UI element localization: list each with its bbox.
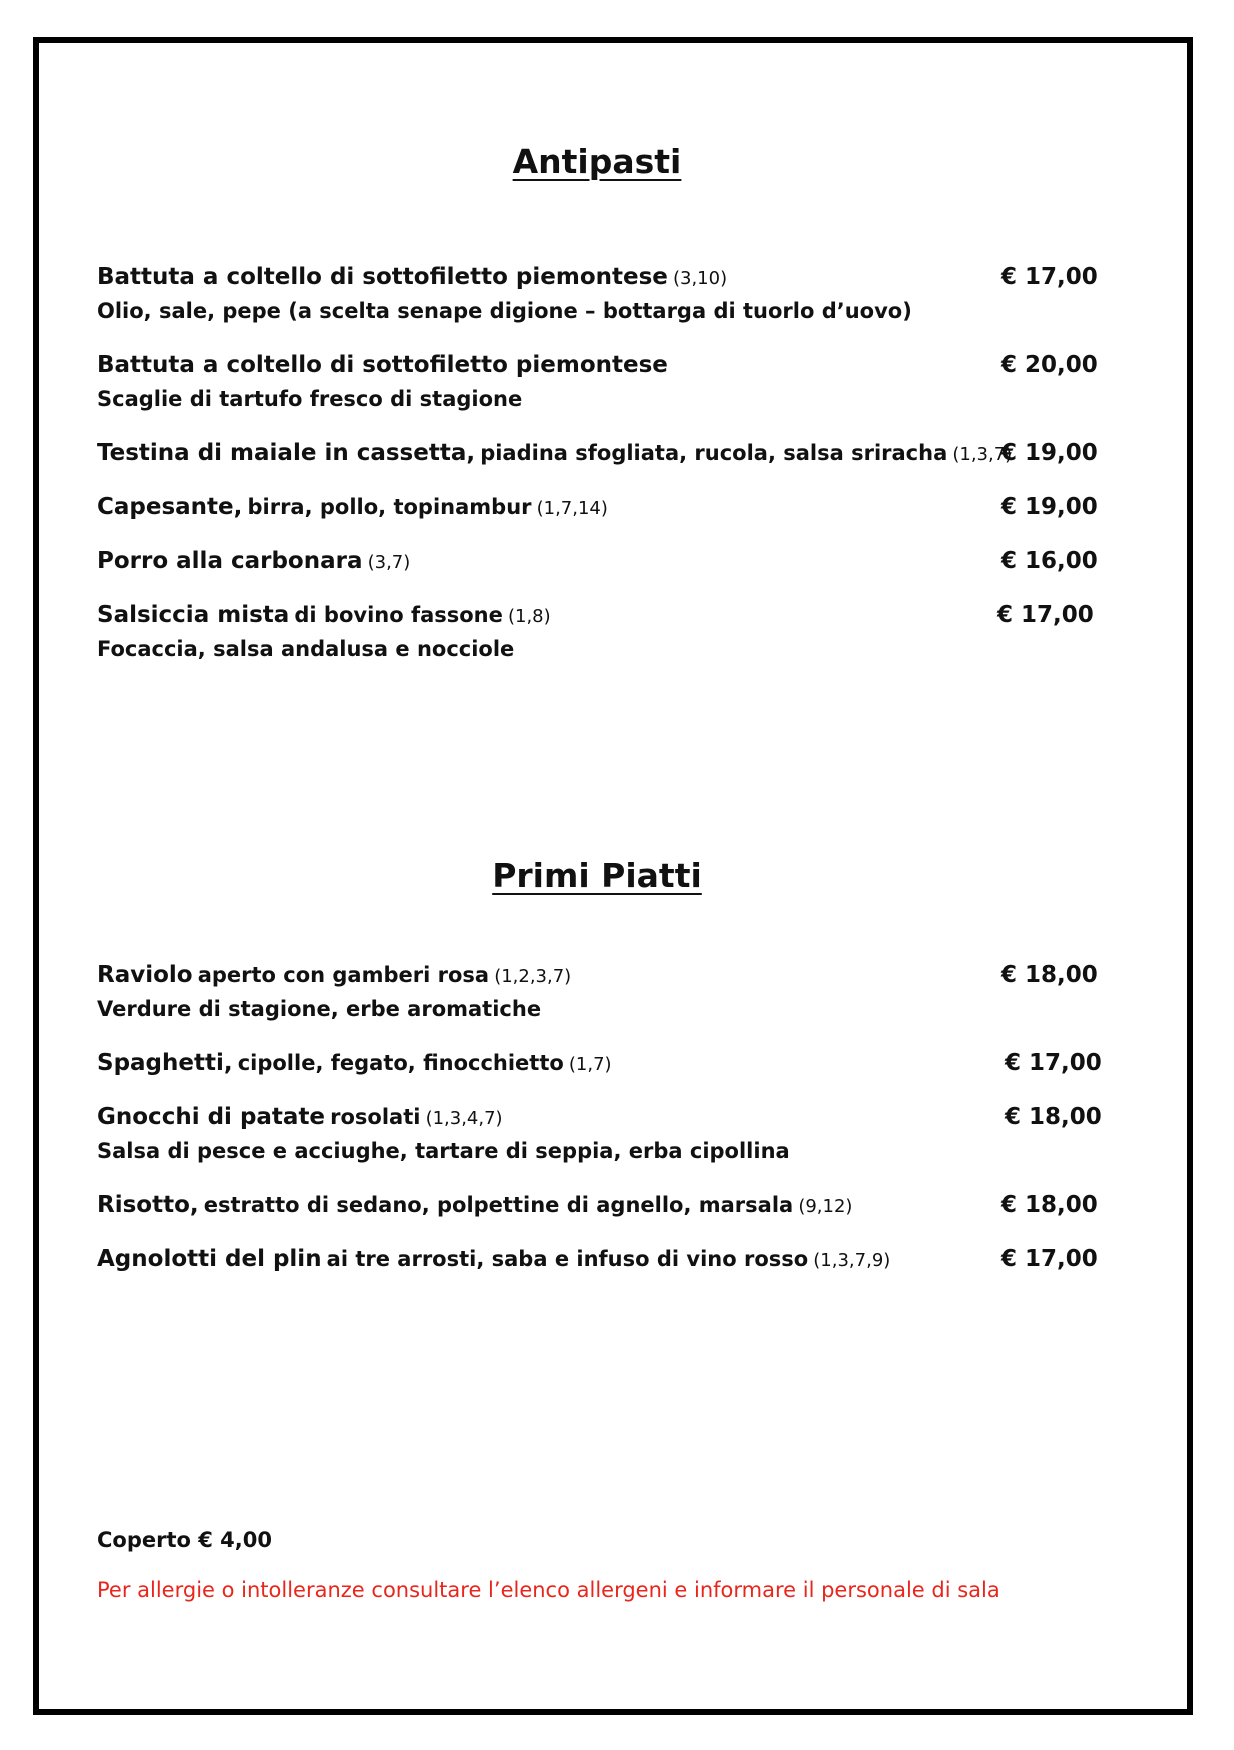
item-detail: piadina sfogliata, rucola, salsa sriracha [480,441,948,465]
item-description: Verdure di stagione, erbe aromatiche [97,997,542,1021]
item-allergens: (1,3,7) [952,444,1013,465]
menu-item [97,1242,1097,1276]
item-detail: estratto di sedano, polpettine di agnello, marsala [203,1193,794,1217]
item-description: Salsa di pesce e acciughe, tartare di seppia, erba cipollina [97,1139,790,1163]
item-detail: cipolle, fegato, finocchietto [237,1051,564,1075]
item-name: Testina di maiale in cassetta, [97,440,476,466]
item-detail: ai tre arrosti, saba e infuso di vino rosso [326,1247,809,1271]
menu-item [97,544,1097,578]
item-detail: aperto con gamberi rosa [197,963,490,987]
allergy-note: Per allergie o intolleranze consultare l’elenco allergeni e informare il personale di sala [97,1578,1000,1602]
item-detail: birra, pollo, topinambur [247,495,532,519]
item-name: Agnolotti del plin [97,1246,322,1272]
menu-item [97,958,1097,1026]
item-allergens: (1,7,14) [536,498,608,519]
menu-item [97,598,1097,666]
item-allergens: (1,2,3,7) [494,966,572,987]
menu-item [97,490,1097,524]
item-allergens: (9,12) [798,1196,853,1217]
item-name: Battuta a coltello di sottofiletto piemontese [97,352,668,378]
item-price: € 17,00 [997,602,1094,628]
item-description: Focaccia, salsa andalusa e nocciole [97,637,515,661]
item-name: Risotto, [97,1192,199,1218]
item-description: Scaglie di tartufo fresco di stagione [97,387,523,411]
section-title-antipasti: Antipasti [512,142,682,181]
menu-item [97,436,1097,470]
menu-item [97,348,1097,416]
menu-item [97,1188,1097,1222]
item-detail: di bovino fassone [294,603,503,627]
item-price: € 18,00 [1001,962,1098,988]
item-allergens: (3,10) [672,268,728,289]
menu-item [97,1100,1102,1168]
menu-item [97,260,1097,328]
item-name: Gnocchi di patate [97,1104,326,1130]
item-price: € 18,00 [1005,1104,1102,1130]
item-price: € 17,00 [1005,1050,1102,1076]
item-allergens: (1,8) [507,606,551,627]
item-price: € 17,00 [1001,1246,1098,1272]
item-allergens: (1,7) [568,1054,612,1075]
item-name: Spaghetti, [97,1050,233,1076]
item-allergens: (1,3,4,7) [425,1108,503,1129]
menu-item [97,1046,1102,1080]
item-price: € 19,00 [1001,440,1098,466]
section-title-primi-piatti: Primi Piatti [492,856,702,895]
item-name: Battuta a coltello di sottofiletto piemontese [97,264,668,290]
item-price: € 19,00 [1001,494,1098,520]
item-description: Olio, sale, pepe (a scelta senape digione – bottarga di tuorlo d’uovo) [97,299,912,323]
item-name: Capesante, [97,494,243,520]
item-price: € 17,00 [1001,264,1098,290]
item-detail: rosolati [330,1105,421,1129]
item-price: € 18,00 [1001,1192,1098,1218]
cover-charge: Coperto € 4,00 [97,1528,272,1552]
item-name: Raviolo [97,962,193,988]
item-allergens: (3,7) [367,552,411,573]
item-price: € 16,00 [1001,548,1098,574]
item-allergens: (1,3,7,9) [813,1250,891,1271]
item-price: € 20,00 [1001,352,1098,378]
item-name: Porro alla carbonara [97,548,363,574]
item-name: Salsiccia mista [97,602,290,628]
